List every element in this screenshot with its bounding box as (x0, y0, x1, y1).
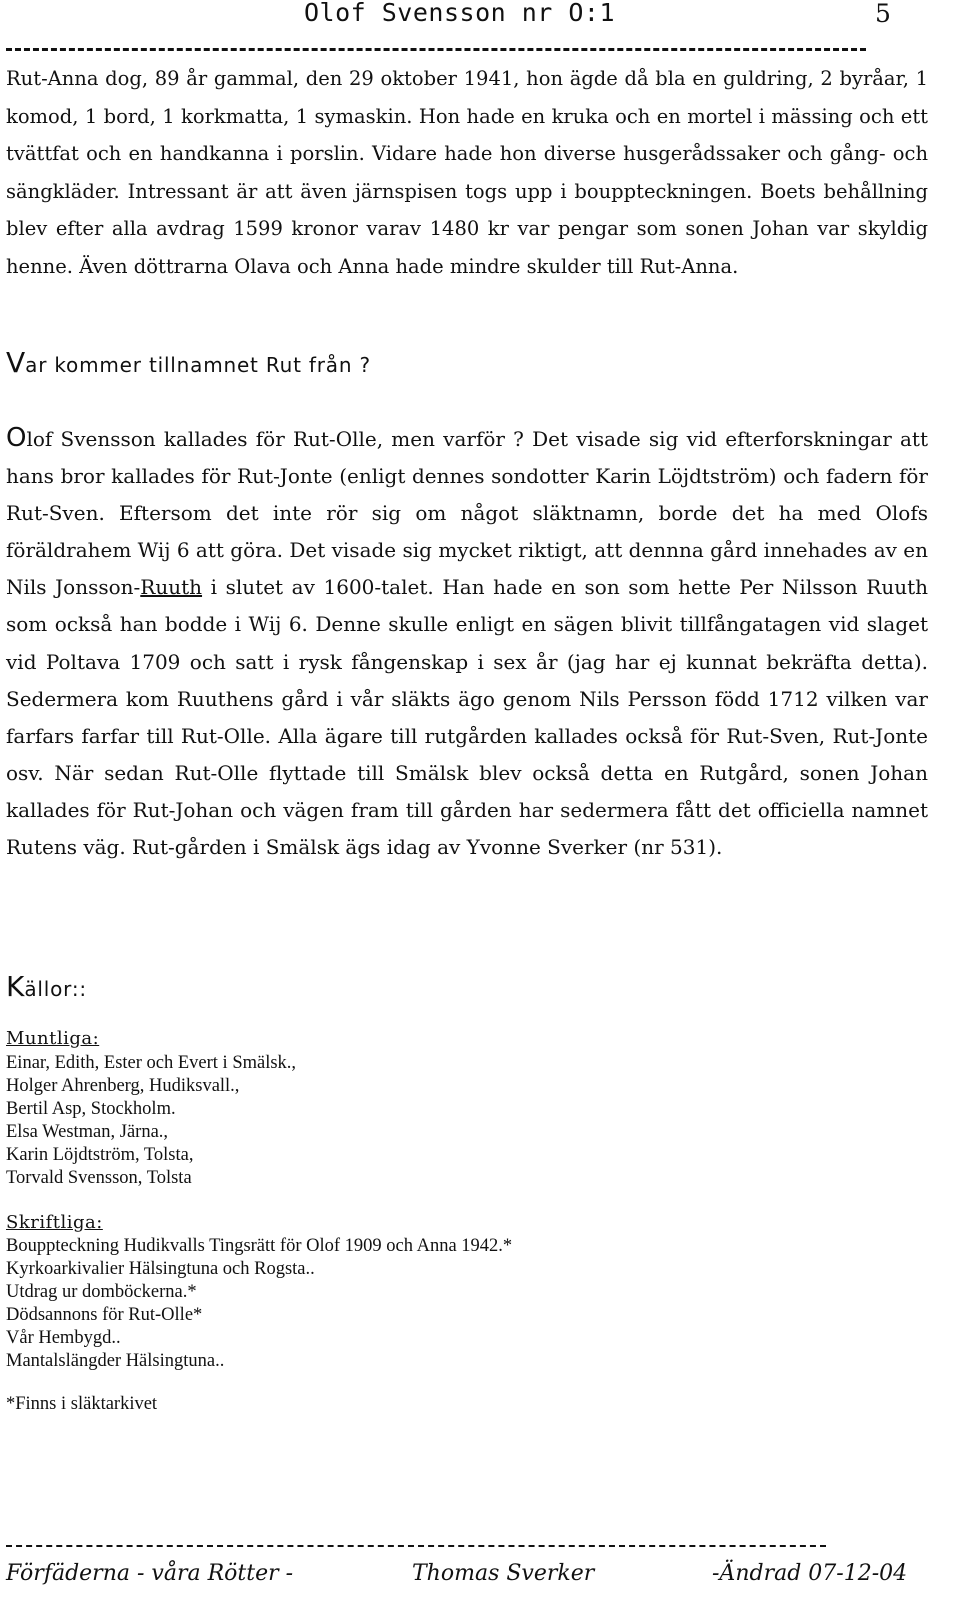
header-divider (6, 48, 866, 51)
list-item: Kyrkoarkivalier Hälsingtuna och Rogsta.. (6, 1259, 315, 1280)
heading-sources (6, 970, 87, 1003)
written-sources-label: Skriftliga: (6, 1212, 103, 1233)
oral-sources-list (6, 1052, 296, 1191)
paragraph-text-part1: lof Svensson kallades för Rut-Olle, men varför ? Det visade sig vid efterforskningar att hans bror kallades för Rut-Jonte (enligt dennes sondotter Karin Löjdtström) och fadern för Rut-Sven. Eftersom det inte rör sig om något släktnamn, borde det ha med Olofs föräldrahem Wij 6 att göra. Det visade sig mycket riktigt, att dennna gård innehades av en Nils Jonsson- (6, 427, 928, 600)
page-number: 5 (875, 0, 891, 28)
heading-text: ar kommer tillnamnet Rut från ? (25, 353, 371, 377)
page-header-title: Olof Svensson nr O:1 (304, 0, 616, 27)
footnote: *Finns i släktarkivet (6, 1394, 158, 1414)
heading-text: ällor:: (24, 977, 87, 1001)
heading-initial: V (6, 346, 26, 379)
footer-date: -Ändrad 07-12-04 (712, 1561, 908, 1586)
list-item: Bertil Asp, Stockholm. (6, 1099, 176, 1120)
list-item: Bouppteckning Hudikvalls Tingsrätt för Olof 1909 och Anna 1942.* (6, 1236, 513, 1256)
list-item: Mantalslängder Hälsingtuna.. (6, 1351, 225, 1372)
list-item: Karin Löjdtström, Tolsta, (6, 1145, 194, 1166)
underlined-name: Ruuth (140, 575, 203, 600)
list-item: Holger Ahrenberg, Hudiksvall., (6, 1076, 240, 1097)
list-item: Dödsannons för Rut-Olle* (6, 1305, 203, 1326)
footer-author: Thomas Sverker (412, 1561, 595, 1586)
list-item: Einar, Edith, Ester och Evert i Smälsk., (6, 1053, 297, 1073)
paragraph-nickname-origin (6, 420, 928, 866)
footer-series-title: Förfäderna - våra Rötter - (6, 1561, 294, 1586)
list-item: Elsa Westman, Järna., (6, 1122, 169, 1143)
heading-initial: K (6, 970, 25, 1003)
paragraph-estate: Rut-Anna dog, 89 år gammal, den 29 oktober 1941, hon ägde då bla en guldring, 2 byråar, 1 komod, 1 bord, 1 korkmatta, 1 symaskin. Hon hade en kruka och en mortel i mässing och ett tvättfat och en handkanna i porslin. Vidare hade hon diverse husgerådssaker och gång- och sängkläder. Intressant är att även järnspisen togs upp i bouppteckningen. Boets behållning blev efter alla avdrag 1599 kronor varav 1480 kr var pengar som sonen Johan var skyldig henne. Även döttrarna Olava och Anna hade mindre skulder till Rut-Anna. (6, 67, 928, 278)
oral-sources-label: Muntliga: (6, 1028, 100, 1049)
written-sources-list (6, 1235, 512, 1374)
list-item: Vår Hembygd.. (6, 1328, 121, 1349)
list-item: Torvald Svensson, Tolsta (6, 1168, 192, 1189)
paragraph-text-part2: i slutet av 1600-talet. Han hade en son som hette Per Nilsson Ruuth som också han bodde i Wij 6. Denne skulle enligt en sägen blivit tillfångatagen vid slaget vid Poltava 1709 och satt i rysk fångenskap i sex år (jag har ej kunnat bekräfta detta). Sedermera kom Ruuthens gård i vår släkts ägo genom Nils Persson född 1712 vilken var farfars farfar till Rut-Olle. Alla ägare till rutgården kallades också för Rut-Sven, Rut-Jonte osv. När sedan Rut-Olle flyttade till Smälsk blev också detta en Rutgård, sonen Johan kallades för Rut-Johan och vägen fram till gården har sedermera fått det officiella namnet Rutens väg. Rut-gården i Smälsk ägs idag av Yvonne Sverker (nr 531). (6, 575, 928, 860)
paragraph-initial: O (6, 423, 27, 453)
heading-nickname-question (6, 346, 371, 379)
list-item: Utdrag ur domböckerna.* (6, 1282, 197, 1303)
footer-divider (6, 1545, 826, 1547)
